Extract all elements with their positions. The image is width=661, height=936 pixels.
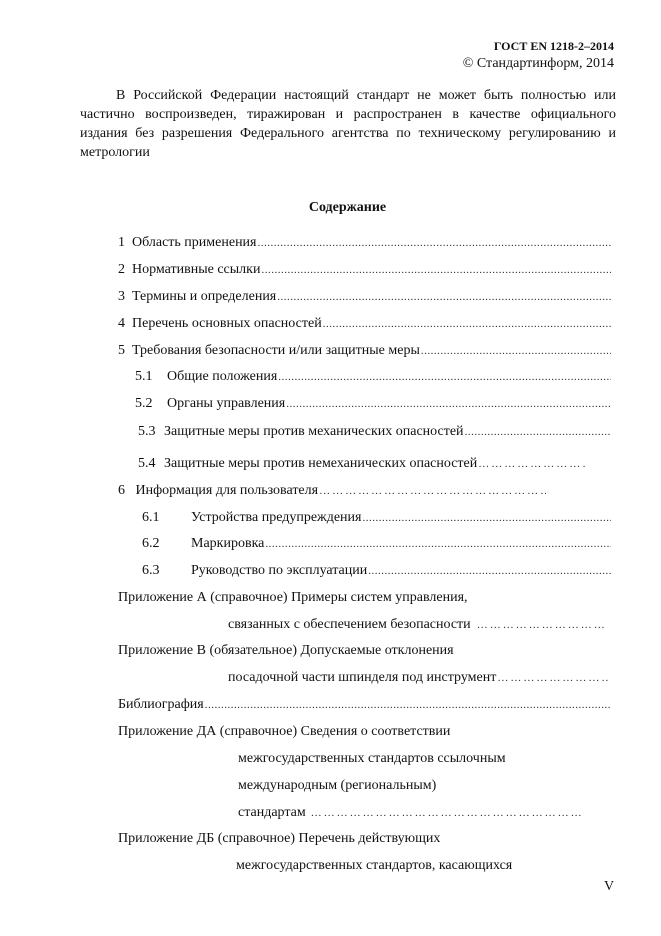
dot-leader — [478, 458, 586, 470]
toc-entry-number: 3 — [118, 289, 125, 304]
toc-entry-text: Защитные меры против немеханических опасностей — [164, 456, 478, 471]
toc-entry[interactable] — [118, 483, 546, 499]
toc-entry-text: стандартам — [238, 805, 306, 820]
toc-entry-text: Область применения — [132, 235, 257, 250]
page-number: V — [604, 879, 615, 894]
toc-entry-text: Маркировка — [191, 536, 265, 551]
toc-entry[interactable] — [135, 369, 611, 385]
dot-leader — [205, 699, 611, 711]
toc-entry[interactable] — [118, 289, 611, 305]
dot-leader — [368, 565, 611, 577]
toc-entry-text: Перечень основных опасностей — [132, 316, 322, 331]
toc-entry-number: 2 — [118, 262, 125, 277]
copyright: © Стандартинформ, 2014 — [462, 56, 614, 71]
toc-entry-text: Нормативные ссылки — [132, 262, 261, 277]
toc-title: Содержание — [308, 200, 387, 215]
toc-entry[interactable] — [142, 563, 611, 579]
toc-entry-number: 5.1 — [135, 369, 153, 384]
toc-entry-text: посадочной части шпинделя под инструмент — [228, 670, 497, 685]
toc-entry[interactable] — [118, 697, 611, 713]
toc-entry-text: Руководство по эксплуатации — [191, 563, 368, 578]
toc-entry-number: 5.3 — [138, 424, 156, 439]
toc-entry-text: Информация для пользователя — [135, 483, 319, 498]
dot-leader — [277, 291, 611, 303]
toc-entry-number: 6.2 — [142, 536, 160, 551]
dot-leader — [319, 485, 546, 497]
toc-entry-number: 4 — [118, 316, 125, 331]
toc-entry-number: 5 — [118, 343, 125, 358]
toc-entry[interactable] — [228, 670, 608, 686]
dot-leader — [421, 345, 611, 357]
dot-leader — [265, 538, 611, 550]
toc-entry[interactable] — [118, 316, 611, 332]
appendix-b-title[interactable]: Приложение В (обязательное) Допускаемые отклонения — [118, 643, 454, 658]
toc-entry-number: 5.2 — [135, 396, 153, 411]
toc-entry-number: 5.4 — [138, 456, 156, 471]
dot-leader — [362, 512, 611, 524]
toc-entry[interactable] — [118, 262, 611, 278]
toc-entry-text: Устройства предупреждения — [191, 510, 362, 525]
toc-entry-number: 6.3 — [142, 563, 160, 578]
dot-leader — [311, 807, 583, 819]
toc-entry[interactable] — [138, 424, 611, 440]
toc-entry[interactable] — [118, 343, 611, 359]
standard-code: ГОСТ EN 1218-2–2014 — [493, 39, 614, 53]
appendix-a-title[interactable]: Приложение А (справочное) Примеры систем управления, — [118, 590, 468, 605]
dot-leader — [261, 264, 611, 276]
dot-leader — [497, 672, 608, 684]
toc-entry-text: Термины и определения — [132, 289, 277, 304]
dot-leader — [258, 237, 612, 249]
appendix-db-line: межгосударственных стандартов, касающихся — [236, 858, 513, 873]
toc-entry[interactable] — [118, 235, 611, 251]
toc-entry-text: Библиография — [118, 697, 204, 712]
appendix-da-line: межгосударственных стандартов ссылочным — [238, 751, 506, 766]
toc-entry[interactable] — [228, 617, 604, 633]
dot-leader — [465, 426, 611, 438]
appendix-db-title[interactable]: Приложение ДБ (справочное) Перечень действующих — [118, 831, 441, 846]
dot-leader — [477, 619, 604, 631]
distribution-notice: В Российской Федерации настоящий стандарт не может быть полностью или частично воспроизведен, тиражирован и распространен в качестве официального издания без разрешения Федерального агентства по техническому регулированию и метрологии — [80, 88, 616, 160]
toc-entry[interactable] — [135, 396, 611, 412]
toc-entry-number: 6 — [118, 483, 125, 498]
appendix-da-line: международным (региональным) — [238, 778, 437, 793]
toc-entry[interactable] — [238, 805, 583, 821]
appendix-da-title[interactable]: Приложение ДА (справочное) Сведения о соответствии — [118, 724, 451, 739]
toc-entry-number: 6.1 — [142, 510, 160, 525]
toc-entry-text: Защитные меры против механических опасностей — [164, 424, 464, 439]
toc-entry-text: Органы управления — [167, 396, 286, 411]
dot-leader — [286, 398, 611, 410]
dot-leader — [323, 318, 611, 330]
toc-entry[interactable] — [142, 536, 611, 552]
toc-entry[interactable] — [138, 456, 586, 472]
toc-entry-number: 1 — [118, 235, 125, 250]
toc-entry-text: Общие положения — [167, 369, 278, 384]
dot-leader — [278, 371, 611, 383]
toc-entry[interactable] — [142, 510, 611, 526]
toc-entry-text: связанных с обеспечением безопасности — [228, 617, 471, 632]
toc-entry-text: Требования безопасности и/или защитные меры — [132, 343, 420, 358]
